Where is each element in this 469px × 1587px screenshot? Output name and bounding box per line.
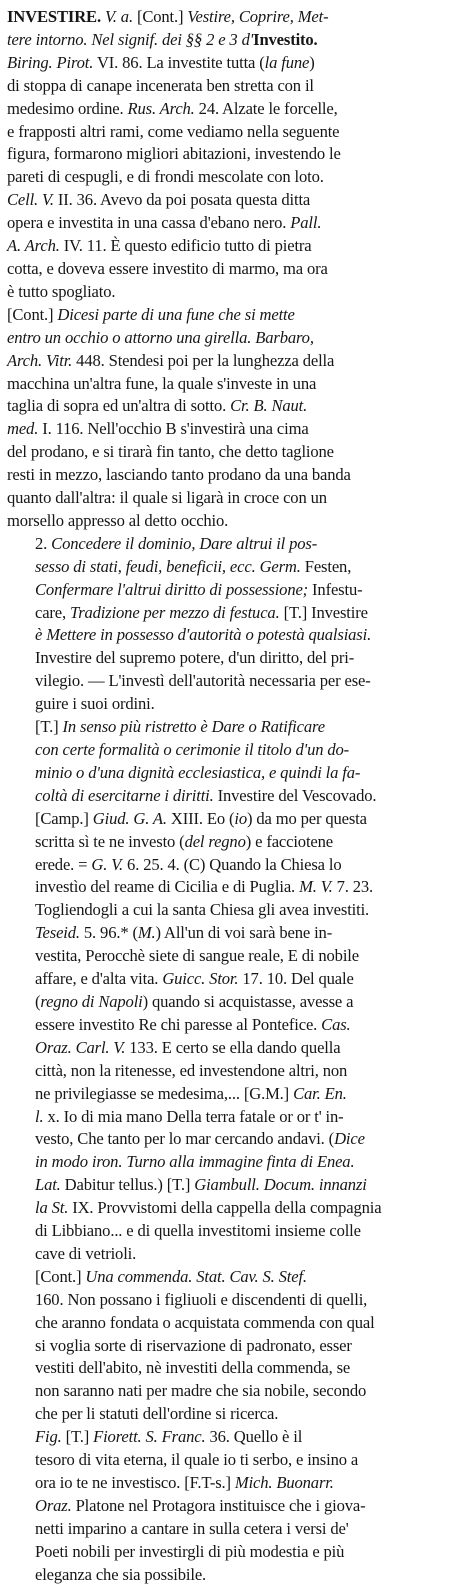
- text-run: Infestu-: [308, 579, 363, 599]
- text-line: [7, 1128, 463, 1151]
- text-run: vesto, Che tanto per lo mar cercando andavi. (: [35, 1129, 335, 1149]
- italic-run: Cell. V.: [7, 190, 54, 210]
- italic-run: Vestire, Coprire, Met-: [187, 7, 329, 26]
- italic-run: tere intorno. Nel signif. dei §§ 2 e 3 d': [7, 29, 254, 49]
- italic-run: la St.: [35, 1198, 69, 1218]
- text-line: [7, 166, 463, 189]
- text-line: [7, 304, 463, 327]
- text-line: [7, 716, 463, 739]
- text-run: 133. E certo se ella dando quella: [125, 1037, 341, 1057]
- text-run: IX. Provvistomi della cappella della compagnia: [68, 1198, 382, 1218]
- text-run: tesoro di vita eterna, il quale io ti serbo, e insino a: [35, 1450, 359, 1470]
- text-line: [7, 693, 463, 716]
- text-line: [7, 1289, 463, 1312]
- text-line: [7, 6, 463, 29]
- text-run: x. Io di mia mano Della terra fatale or or t' in-: [43, 1106, 344, 1126]
- text-line: [7, 350, 463, 373]
- text-line: [7, 235, 463, 258]
- entry-paragraph: [7, 716, 463, 1266]
- text-line: [7, 1106, 463, 1129]
- text-line: [7, 556, 463, 579]
- text-run: [T.] Investire: [279, 602, 368, 622]
- italic-run: Giud. G. A.: [92, 808, 167, 828]
- italic-run: regno di Napoli: [40, 991, 143, 1011]
- text-run: II. 36. Avevo da poi posata questa ditta: [53, 190, 311, 210]
- text-line: [7, 1060, 463, 1083]
- text-run: essere investito Re chi paresse al Pontefice.: [35, 1014, 322, 1034]
- text-line: [7, 212, 463, 235]
- text-run: 24. Alzate le forcelle,: [194, 98, 338, 118]
- text-line: [7, 533, 463, 556]
- text-line: [7, 143, 463, 166]
- text-line: [7, 1266, 463, 1289]
- headword: INVESTIRE.: [7, 7, 101, 26]
- text-line: [7, 373, 463, 396]
- text-run: ) All'un di voi sarà bene in-: [155, 923, 333, 943]
- text-run: cotta, e doveva essere investito di marmo, ma ora: [7, 258, 328, 278]
- text-run: [Cont.]: [132, 7, 188, 26]
- text-run: affare, e d'alta vita.: [35, 969, 163, 989]
- text-line: [7, 831, 463, 854]
- text-run: [T.]: [61, 1427, 94, 1447]
- text-run: 160. Non possano i figliuoli e discendenti di quelli,: [35, 1289, 368, 1309]
- entry-paragraph: [7, 304, 463, 533]
- text-line: [7, 1357, 463, 1380]
- italic-run: Dice: [334, 1129, 365, 1149]
- text-line: [7, 739, 463, 762]
- text-line: [7, 945, 463, 968]
- text-line: [7, 899, 463, 922]
- text-line: [7, 1380, 463, 1403]
- text-line: [7, 1151, 463, 1174]
- text-line: [7, 487, 463, 510]
- text-run: 6. 25. 4. (C) Quando la Chiesa lo: [123, 854, 342, 874]
- text-line: [7, 1472, 463, 1495]
- text-line: [7, 1220, 463, 1243]
- text-run: [Camp.]: [35, 808, 93, 828]
- text-line: [7, 395, 463, 418]
- text-line: [7, 1564, 463, 1587]
- text-run: 36. Quello è il: [205, 1427, 303, 1447]
- italic-run: Guicc. Stor.: [162, 969, 239, 989]
- text-line: [7, 1174, 463, 1197]
- italic-run: con certe formalità o cerimonie il titolo d'un do-: [35, 740, 350, 759]
- text-run: Togliendogli a cui la santa Chiesa gli avea investiti.: [35, 900, 370, 920]
- text-line: [7, 281, 463, 304]
- italic-run: med.: [7, 419, 39, 439]
- italic-run: In senso più ristretto è Dare o Ratificare: [62, 717, 325, 737]
- entry-paragraph: [7, 1426, 463, 1586]
- text-line: [7, 1037, 463, 1060]
- italic-run: coltà di esercitarne i diritti.: [35, 785, 214, 805]
- text-run: di Libbiano... e di quella investitomi insieme colle: [35, 1221, 361, 1241]
- italic-run: Oraz. Carl. V.: [35, 1037, 126, 1057]
- text-line: [7, 189, 463, 212]
- text-run: investìo del reame di Cicilia e di Puglia.: [35, 877, 300, 897]
- italic-run: Giambull. Docum. innanzi: [194, 1175, 367, 1195]
- entry-paragraph: [7, 533, 463, 716]
- text-line: [7, 1197, 463, 1220]
- text-run: scritta sì te ne investo (: [35, 831, 185, 851]
- text-line: [7, 258, 463, 281]
- text-run: I. 116. Nell'occhio B s'investirà una cima: [38, 419, 309, 439]
- text-run: ora io te ne investisco. [F.T-s.]: [35, 1473, 235, 1492]
- text-line: [7, 1243, 463, 1266]
- text-line: [7, 670, 463, 693]
- italic-run: Fiorett. S. Franc.: [93, 1427, 206, 1447]
- italic-run: Concedere il dominio, Dare altrui il pos-: [51, 533, 318, 553]
- text-line: [7, 968, 463, 991]
- text-line: [7, 876, 463, 899]
- text-run: ): [309, 52, 315, 72]
- text-run: che aranno fondata o acquistata commenda con qual: [35, 1312, 375, 1332]
- text-run: vilegio. — L'investì dell'autorità necessaria per ese-: [35, 671, 371, 691]
- italic-run: A. Arch.: [7, 236, 60, 256]
- text-line: [7, 991, 463, 1014]
- text-run: opera e investita in una cassa d'ebano nero.: [7, 213, 291, 233]
- text-run: ) da mo per questa: [246, 808, 367, 828]
- text-run: [Cont.]: [35, 1266, 86, 1286]
- text-run: di stoppa di canape incenerata ben stretta con il: [7, 75, 314, 95]
- bold-run: Investito.: [253, 29, 318, 49]
- text-line: [7, 1312, 463, 1335]
- text-run: pareti di cespugli, e di frondi mescolate con loto.: [7, 167, 324, 187]
- text-line: [7, 418, 463, 441]
- entry-paragraph: [7, 1266, 463, 1426]
- text-line: [7, 1449, 463, 1472]
- text-run: 7. 23.: [332, 877, 374, 897]
- dictionary-entry-investire: [7, 6, 463, 1587]
- text-line: [7, 98, 463, 121]
- italic-run: Tradizione per mezzo di festuca.: [70, 602, 280, 622]
- text-run: taglia di sopra ed un'altra di sotto.: [7, 396, 231, 416]
- text-run: Festen,: [300, 556, 352, 576]
- italic-run: sesso di stati, feudi, beneficii, ecc. Germ.: [35, 556, 301, 576]
- italic-run: del regno: [184, 831, 246, 851]
- text-run: 17. 10. Del quale: [238, 969, 354, 989]
- italic-run: Arch. Vitr.: [7, 350, 73, 370]
- text-line: [7, 602, 463, 625]
- text-run: vestiti dell'abito, nè investiti della commenda, se: [35, 1358, 351, 1378]
- text-run: eleganza che sia possibile.: [35, 1564, 207, 1584]
- italic-run: Confermare l'altrui diritto di possessione;: [35, 579, 309, 599]
- entry-paragraph: [7, 6, 463, 304]
- text-run: che per li statuti dell'ordine si ricerca.: [35, 1404, 279, 1424]
- text-run: XIII. Eo (: [166, 808, 235, 828]
- text-run: Poeti nobili per investirgli di più modestia e più: [35, 1541, 345, 1561]
- text-run: macchina un'altra fune, la quale s'investe in una: [7, 373, 317, 393]
- italic-run: Pall.: [290, 213, 322, 233]
- text-line: [7, 1495, 463, 1518]
- text-line: [7, 510, 463, 533]
- italic-run: Car. En.: [293, 1083, 347, 1103]
- text-line: [7, 1083, 463, 1106]
- text-run: è tutto spogliato.: [7, 281, 116, 301]
- italic-run: minio o d'una dignità ecclesiastica, e quindi la fa-: [35, 762, 361, 782]
- italic-run: Lat.: [35, 1175, 61, 1195]
- text-run: quanto dall'altra: il quale si ligarà in croce con un: [7, 488, 327, 508]
- text-line: [7, 808, 463, 831]
- italic-run: Cr. B. Naut.: [230, 396, 308, 416]
- italic-run: Biring. Pirot.: [7, 52, 94, 72]
- text-line: [7, 1541, 463, 1564]
- text-line: [7, 854, 463, 877]
- italic-run: V. a.: [104, 7, 133, 26]
- text-run: VI. 86. La investite tutta (: [93, 52, 265, 72]
- italic-run: Dicesi parte di una fune che si mette: [57, 304, 295, 324]
- italic-run: entro un occhio o attorno una girella. Barbaro,: [7, 327, 314, 347]
- text-line: [7, 785, 463, 808]
- text-run: [T.]: [35, 717, 63, 737]
- text-run: resti in mezzo, lasciando tanto prodano da una banda: [7, 465, 351, 485]
- text-run: figura, formarono migliori abitazioni, investendo le: [7, 144, 341, 164]
- text-run: 2.: [35, 533, 52, 553]
- text-line: [7, 1403, 463, 1426]
- italic-run: Rus. Arch.: [127, 98, 195, 118]
- text-line: [7, 922, 463, 945]
- text-run: 5. 96.* (: [79, 923, 138, 943]
- italic-run: l.: [35, 1106, 44, 1126]
- text-run: Dabitur tellus.) [T.]: [60, 1175, 195, 1195]
- text-line: [7, 441, 463, 464]
- italic-run: Teseid.: [35, 923, 80, 943]
- text-run: città, non la ritenesse, ed investendone altri, non: [35, 1060, 348, 1080]
- italic-run: Una commenda. Stat. Cav. S. Stef.: [85, 1266, 307, 1286]
- italic-run: in modo iron. Turno alla immagine finta di Enea.: [35, 1152, 355, 1172]
- italic-run: è Mettere in possesso d'autorità o potestà qualsiasi.: [35, 625, 372, 645]
- text-line: [7, 52, 463, 75]
- italic-run: Mich. Buonarr.: [234, 1473, 334, 1492]
- text-line: [7, 762, 463, 785]
- text-run: ne privilegiasse se medesima,... [G.M.]: [35, 1083, 294, 1103]
- text-run: 448. Stendesi poi per la lunghezza della: [72, 350, 335, 370]
- text-line: [7, 1335, 463, 1358]
- text-run: non saranno nati per madre che sia nobile, secondo: [35, 1381, 367, 1401]
- text-line: [7, 464, 463, 487]
- italic-run: Cas.: [321, 1014, 351, 1034]
- text-run: vestita, Perocchè siete di sangue reale, E di nobile: [35, 946, 359, 966]
- italic-run: M.: [137, 923, 156, 943]
- text-run: cave di vetrioli.: [35, 1243, 137, 1263]
- italic-run: Fig.: [35, 1427, 62, 1447]
- text-run: erede. =: [35, 854, 92, 874]
- text-line: [7, 75, 463, 98]
- text-line: [7, 29, 463, 52]
- text-run: netti imparino a cantare in sulla cetera i versi de': [35, 1518, 349, 1538]
- text-run: (: [35, 991, 41, 1011]
- text-line: [7, 327, 463, 350]
- text-run: morsello appresso al detto occhio.: [7, 510, 229, 530]
- text-line: [7, 1518, 463, 1541]
- italic-run: G. V.: [91, 854, 124, 874]
- text-line: [7, 121, 463, 144]
- text-line: [7, 647, 463, 670]
- italic-run: io: [234, 808, 247, 828]
- italic-run: la fune: [264, 52, 310, 72]
- text-run: e frapposti altri rami, come vediamo nella seguente: [7, 121, 340, 141]
- text-line: [7, 1426, 463, 1449]
- text-run: Investire del Vescovado.: [213, 785, 377, 805]
- italic-run: M. V.: [299, 877, 333, 897]
- text-run: Investire del supremo potere, d'un diritto, del pri-: [35, 648, 355, 668]
- text-run: [Cont.]: [7, 304, 58, 324]
- text-line: [7, 1014, 463, 1037]
- text-run: medesimo ordine.: [7, 98, 128, 118]
- text-run: guire i suoi ordini.: [35, 694, 155, 714]
- text-line: [7, 579, 463, 602]
- text-run: del prodano, e si tirarà fin tanto, che detto taglione: [7, 442, 334, 462]
- text-run: care,: [35, 602, 71, 622]
- text-line: [7, 624, 463, 647]
- text-run: si voglia sorte di riservazione di padronato, esser: [35, 1335, 352, 1355]
- text-run: IV. 11. È questo edificio tutto di pietra: [59, 236, 312, 256]
- italic-run: Oraz.: [35, 1495, 72, 1515]
- text-run: Platone nel Protagora instituisce che i giova-: [71, 1495, 366, 1515]
- text-run: ) quando si acquistasse, avesse a: [142, 991, 354, 1011]
- text-run: ) e facciotene: [245, 831, 333, 851]
